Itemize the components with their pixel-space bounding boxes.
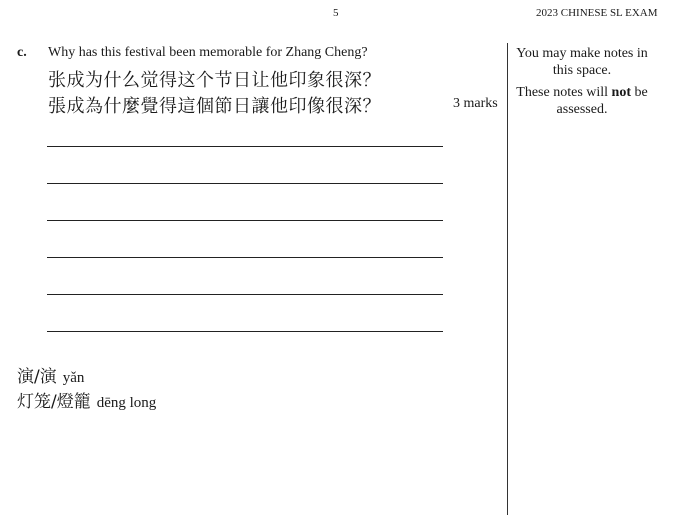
answer-line[interactable] [47,257,443,258]
glossary-entry [17,387,156,412]
notes-warning-suffix: be assessed. [556,85,648,117]
answer-line[interactable] [47,294,443,295]
exam-title: 2023 CHINESE SL EXAM [536,7,658,19]
question-text-simplified: 张成为什么觉得这个节日让他印象很深？ [48,70,381,91]
question-text-english: Why has this festival been memorable for Zhang Cheng? [48,45,368,60]
notes-divider [507,43,508,515]
glossary-characters: 灯笼/燈籠 [17,392,91,412]
question-label: c. [17,45,27,60]
notes-warning-prefix: These notes will [516,85,612,100]
notes-assessment-warning [512,84,652,118]
answer-line[interactable] [47,220,443,221]
marks-label: 3 marks [453,96,498,111]
glossary-pinyin: yǎn [62,370,85,386]
question-text-traditional: 張成為什麼覺得這個節日讓他印像很深？ [48,96,381,117]
glossary-pinyin: dēng long [96,395,157,411]
answer-line[interactable] [47,183,443,184]
notes-warning-emphasis: not [611,85,631,100]
glossary-characters: 演/演 [17,367,57,387]
glossary-entry [17,362,84,387]
notes-instruction: You may make notes in this space. [516,46,648,78]
answer-line[interactable] [47,146,443,147]
answer-line[interactable] [47,331,443,332]
page-number: 5 [333,7,339,19]
